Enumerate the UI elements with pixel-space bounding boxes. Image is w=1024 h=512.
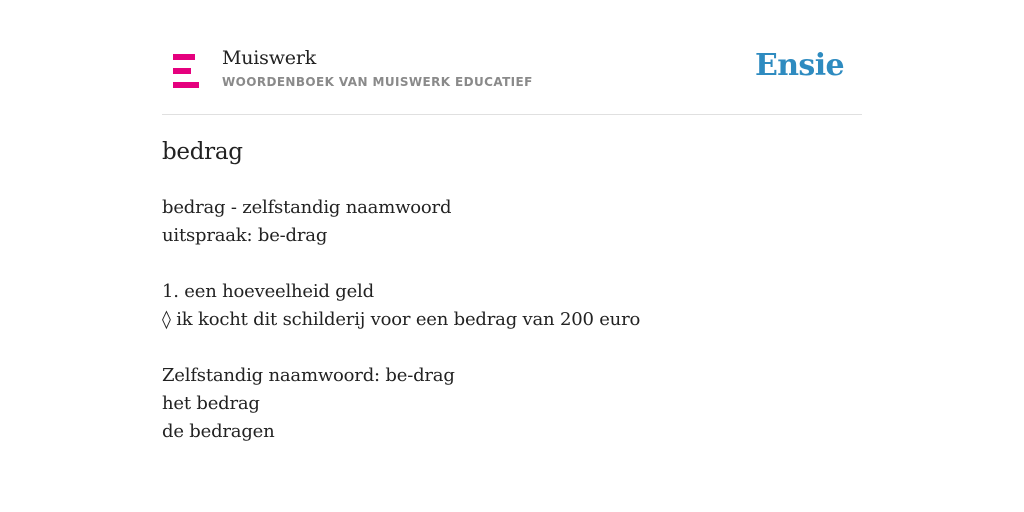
noun-line: Zelfstandig naamwoord: be-drag xyxy=(162,365,455,386)
dictionary-entry xyxy=(162,134,862,446)
example-sentence: ◊ ik kocht dit schilderij voor een bedrag van 200 euro xyxy=(162,309,641,330)
brand-subtitle: WOORDENBOEK VAN MUISWERK EDUCATIEF xyxy=(222,75,533,89)
brand-block[interactable] xyxy=(222,45,533,90)
singular-form: het bedrag xyxy=(162,393,260,414)
spacer xyxy=(162,334,862,362)
logo-bar-bottom xyxy=(173,82,199,88)
ensie-logo-link[interactable]: Ensie xyxy=(754,48,844,83)
plural-form: de bedragen xyxy=(162,421,275,442)
site-header xyxy=(162,0,862,115)
meaning: 1. een hoeveelheid geld xyxy=(162,281,374,302)
muiswerk-logo-icon[interactable] xyxy=(173,54,199,88)
definition-line: bedrag - zelfstandig naamwoord xyxy=(162,197,452,218)
logo-bar-middle xyxy=(173,68,191,74)
pronunciation: uitspraak: be-drag xyxy=(162,225,328,246)
brand-name[interactable]: Muiswerk xyxy=(222,47,317,69)
spacer xyxy=(162,250,862,278)
entry-term: bedrag xyxy=(162,139,243,165)
logo-bar-top xyxy=(173,54,195,60)
